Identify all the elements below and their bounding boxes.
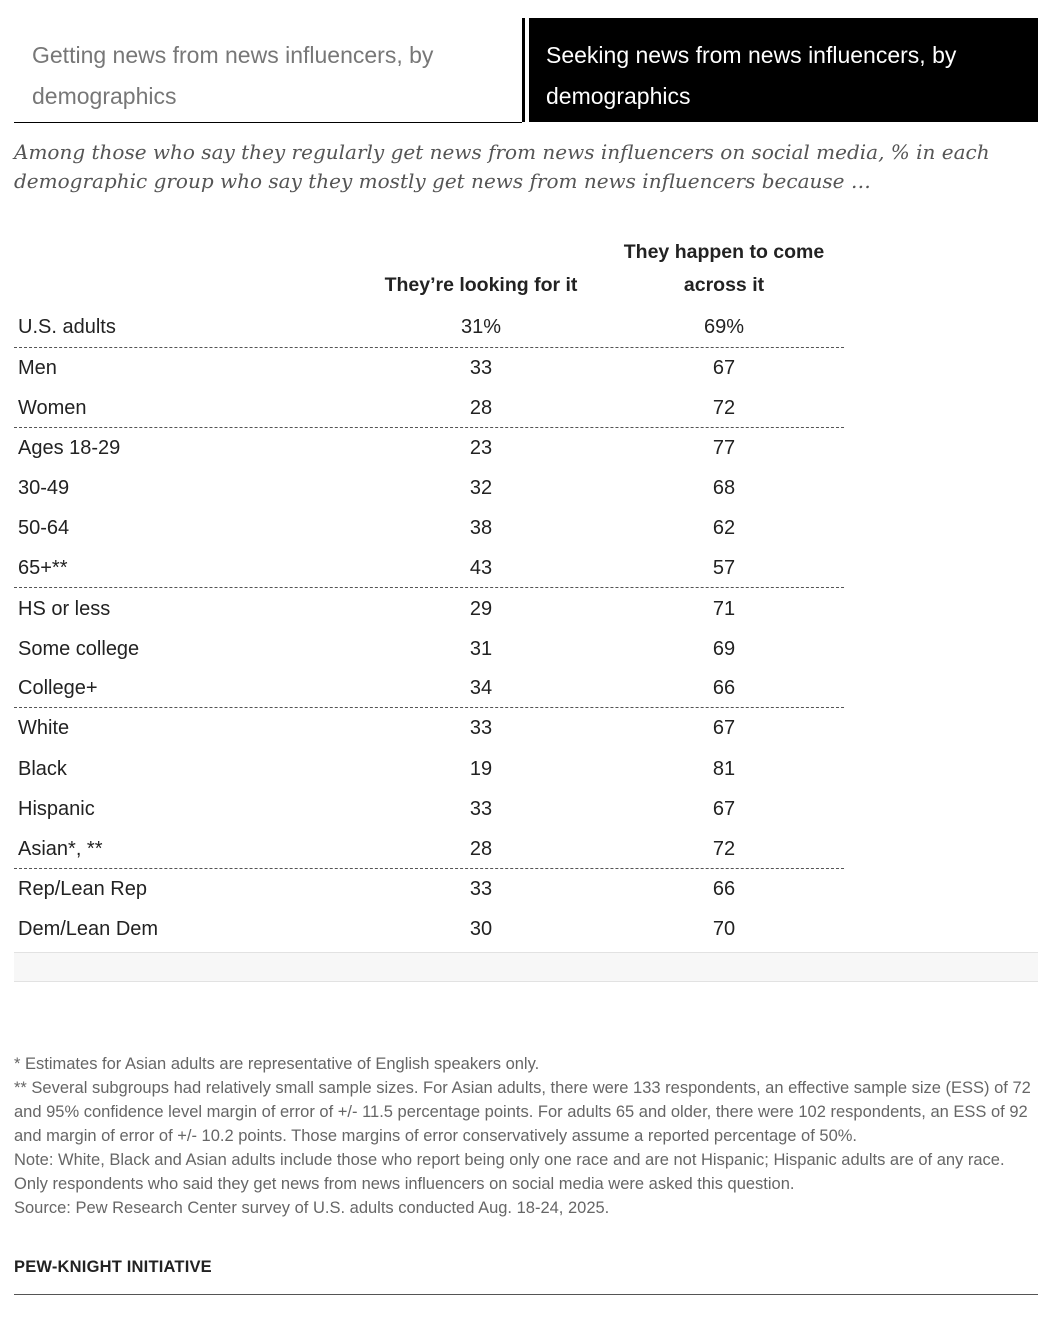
table-row bbox=[14, 469, 844, 509]
tab-seeking-news[interactable] bbox=[529, 18, 1038, 122]
value-looking: 29 bbox=[469, 598, 493, 620]
value-looking: 30 bbox=[469, 918, 493, 940]
note-asian-estimates: * Estimates for Asian adults are representative of English speakers only. bbox=[14, 1055, 540, 1073]
table-row bbox=[14, 590, 844, 630]
table-row bbox=[14, 870, 844, 910]
table-row bbox=[14, 910, 844, 950]
chart-subtitle: Among those who say they regularly get news from news influencers on social media, % in each demographic group who say they mostly get news from news influencers because … bbox=[14, 140, 990, 193]
note-source: Source: Pew Research Center survey of U.S. adults conducted Aug. 18-24, 2025. bbox=[14, 1199, 610, 1217]
value-come-across: 69% bbox=[703, 316, 745, 338]
row-label: Ages 18-29 bbox=[18, 437, 121, 459]
value-looking: 28 bbox=[469, 397, 493, 419]
tab-getting-news-label: Getting news from news influencers, by demographics bbox=[32, 42, 434, 109]
value-looking: 23 bbox=[469, 437, 493, 459]
value-come-across: 67 bbox=[712, 717, 736, 739]
table-row bbox=[14, 389, 844, 429]
value-looking: 34 bbox=[469, 677, 493, 699]
table-row bbox=[14, 790, 844, 830]
row-label: Black bbox=[18, 758, 67, 780]
tab-bar bbox=[14, 18, 1038, 124]
value-looking: 31% bbox=[460, 316, 502, 338]
tab-seeking-news-label: Seeking news from news influencers, by demographics bbox=[546, 42, 957, 109]
value-come-across: 69 bbox=[712, 638, 736, 660]
value-looking: 33 bbox=[469, 717, 493, 739]
value-looking: 33 bbox=[469, 878, 493, 900]
row-label: Hispanic bbox=[18, 798, 95, 820]
group-separator bbox=[14, 707, 844, 708]
table-row bbox=[14, 349, 844, 389]
table-row bbox=[14, 630, 844, 670]
value-looking: 19 bbox=[469, 758, 493, 780]
value-come-across: 67 bbox=[712, 798, 736, 820]
column-header-come-across: They happen to come across it bbox=[623, 241, 825, 296]
row-label: White bbox=[18, 717, 70, 739]
value-come-across: 66 bbox=[712, 677, 736, 699]
value-come-across: 72 bbox=[712, 397, 736, 419]
value-come-across: 70 bbox=[712, 918, 736, 940]
note-race-definitions: Note: White, Black and Asian adults include those who report being only one race and are not Hispanic; Hispanic adults are of any race. Only respondents who said they get news from news influencers on social media were asked this question. bbox=[14, 1151, 1005, 1193]
value-looking: 32 bbox=[469, 477, 493, 499]
row-label: Rep/Lean Rep bbox=[18, 878, 147, 900]
value-come-across: 77 bbox=[712, 437, 736, 459]
value-come-across: 67 bbox=[712, 357, 736, 379]
tab-getting-news[interactable] bbox=[14, 18, 522, 122]
column-header-looking: They’re looking for it bbox=[384, 274, 578, 296]
group-separator bbox=[14, 868, 844, 869]
value-looking: 33 bbox=[469, 357, 493, 379]
row-label: Some college bbox=[18, 638, 140, 660]
row-label: Asian*, ** bbox=[18, 838, 103, 860]
group-separator bbox=[14, 347, 844, 348]
table-row bbox=[14, 830, 844, 870]
value-looking: 43 bbox=[469, 557, 493, 579]
row-label: Dem/Lean Dem bbox=[18, 918, 159, 940]
value-looking: 31 bbox=[469, 638, 493, 660]
table-row bbox=[14, 308, 844, 348]
value-come-across: 57 bbox=[712, 557, 736, 579]
row-label: 30-49 bbox=[18, 477, 70, 499]
tab-underline bbox=[14, 122, 522, 123]
row-label: 50-64 bbox=[18, 517, 70, 539]
table-row bbox=[14, 709, 844, 749]
row-label: 65+** bbox=[18, 557, 68, 579]
value-looking: 28 bbox=[469, 838, 493, 860]
row-label: Women bbox=[18, 397, 87, 419]
value-come-across: 81 bbox=[712, 758, 736, 780]
value-looking: 38 bbox=[469, 517, 493, 539]
value-come-across: 68 bbox=[712, 477, 736, 499]
row-label: HS or less bbox=[18, 598, 111, 620]
notes bbox=[14, 1052, 1038, 1220]
tab-divider bbox=[522, 18, 525, 122]
table-row bbox=[14, 669, 844, 709]
note-sample-sizes: ** Several subgroups had relatively small sample sizes. For Asian adults, there were 133 respondents, an effective sample size (ESS) of 72 and 95% confidence level margin of error of +/- 11.5 percentage points. For adults 65 and older, there were 102 respondents, an ESS of 92 and margin of error of +/- 10.2 points. Those margins of error conservatively assume a reported percentage of 50%. bbox=[14, 1079, 1031, 1145]
value-come-across: 72 bbox=[712, 838, 736, 860]
group-separator bbox=[14, 427, 844, 428]
bottom-divider bbox=[14, 1294, 1038, 1295]
brand-label: PEW-KNIGHT INITIATIVE bbox=[14, 1258, 212, 1276]
row-label: College+ bbox=[18, 677, 98, 699]
group-separator bbox=[14, 587, 844, 588]
value-come-across: 71 bbox=[712, 598, 736, 620]
table-row bbox=[14, 549, 844, 589]
table-row bbox=[14, 750, 844, 790]
value-looking: 33 bbox=[469, 798, 493, 820]
value-come-across: 62 bbox=[712, 517, 736, 539]
table-row bbox=[14, 429, 844, 469]
row-label: Men bbox=[18, 357, 57, 379]
row-label: U.S. adults bbox=[18, 316, 116, 338]
footer-band bbox=[14, 952, 1038, 982]
value-come-across: 66 bbox=[712, 878, 736, 900]
table-row bbox=[14, 509, 844, 549]
